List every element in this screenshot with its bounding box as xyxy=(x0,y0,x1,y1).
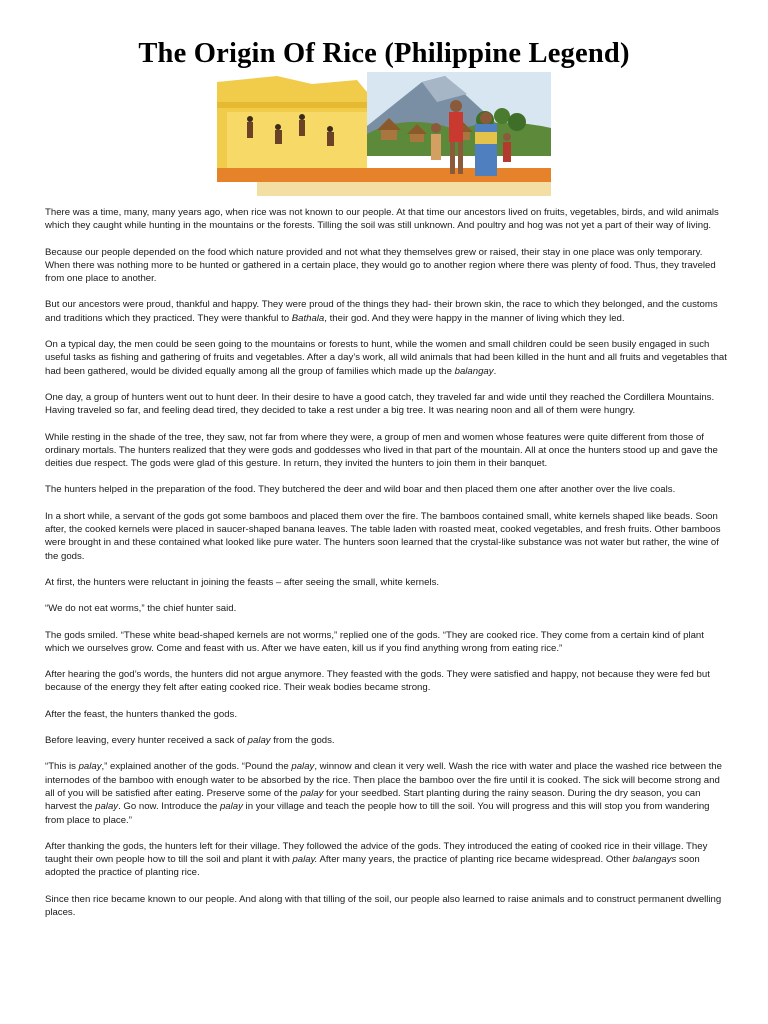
paragraph xyxy=(45,708,728,721)
text-run: After many years, the practice of planting rice became widespread. Other xyxy=(317,854,633,866)
text-run: from the gods. xyxy=(270,735,335,747)
italic-term: palay xyxy=(78,761,102,773)
text-run: in your village and teach the people how to till the soil. You will progress and this will stop you from wandering from place to place.” xyxy=(45,801,710,826)
text-run: After the feast, the hunters thanked the gods. xyxy=(45,708,238,720)
paragraph xyxy=(45,840,728,880)
italic-term: palay xyxy=(219,801,243,813)
text-run: “This is xyxy=(45,761,79,773)
paragraph xyxy=(45,734,728,747)
italic-term: palay xyxy=(95,801,119,813)
text-run: . xyxy=(493,365,497,377)
text-run: The gods smiled. “These white bead-shaped kernels are not worms,” replied one of the gods. “They are cooked rice. They come from a certain kind of plant which we ourselves grow. Come and feast with us. After we have eaten, kill us if you find anything wrong from eating rice.” xyxy=(45,629,704,654)
paragraph xyxy=(45,629,728,656)
text-run: There was a time, many, many years ago, when rice was not known to our people. At that time our ancestors lived on fruits, vegetables, birds, and wild animals which they caught while hunting in the mountains or the forests. Tilling the soil was still unknown. And poultry and hog was not yet a part of their way of living. xyxy=(45,207,719,232)
paragraph xyxy=(45,206,728,233)
text-run: One day, a group of hunters went out to hunt deer. In their desire to have a good catch, they traveled far and wide until they reached the Cordillera Mountains. Having traveled so far, and feeling dead tired, they decided to take a rest under a big tree. It was nearing noon and all of them were hungry. xyxy=(45,391,715,417)
paragraph xyxy=(45,602,728,615)
text-run: , winnow and clean it very well. Wash the rice with water and place the washed rice between the internodes of the bamboo with enough water to be absorbed by the rice. Then place the bamboo over the fire until it is cooked. The sick will become strong and all of you will be satisfied after eating. Preserve some of the xyxy=(45,761,722,799)
story-body xyxy=(45,206,728,932)
rice-legend-illustration xyxy=(217,72,551,196)
italic-term: palay xyxy=(300,787,324,799)
paragraph xyxy=(45,298,728,325)
italic-term: balangays xyxy=(632,854,677,866)
paragraph xyxy=(45,510,728,563)
paragraph xyxy=(45,668,728,695)
paragraph xyxy=(45,760,728,826)
paragraph xyxy=(45,483,728,496)
paragraph xyxy=(45,576,728,589)
text-run: But our ancestors were proud, thankful and happy. They were proud of the things they had- their brown skin, the race to which they belonged, and the customs and traditions which they practiced. They were thankful to xyxy=(45,299,718,324)
text-run: In a short while, a servant of the gods got some bamboos and placed them over the fire. The bamboos contained small, white kernels shaped like beads. Soon after, the cooked kernels were placed in saucer-shaped banana leaves. The table laden with roasted meat, cooked vegetables, and fresh fruits. Other bamboos were brought in and these contained what looked like pure water. The hunters soon learned that the crystal-like substance was not water but rather, the wine of the gods. xyxy=(45,510,721,562)
text-run: After hearing the god’s words, the hunters did not argue anymore. They feasted with the gods. They were satisfied and happy, not because they were fed but because of the energy they felt after eating cooked rice. Their weak bodies became strong. xyxy=(45,669,710,694)
text-run: At first, the hunters were reluctant in joining the feasts – after seeing the small, white kernels. xyxy=(45,576,440,588)
text-run: Since then rice became known to our people. And along with that tilling of the soil, our people also learned to raise animals and to construct permanent dwelling places. xyxy=(45,893,722,918)
paragraph xyxy=(45,391,728,418)
text-run: After thanking the gods, the hunters left for their village. They followed the advice of the gods. They introduced the eating of cooked rice in their village. They taught their own people how to till the soil and plant it with xyxy=(45,840,708,866)
text-run: . Go now. Introduce the xyxy=(118,801,220,813)
text-run: ,” explained another of the gods. “Pound the xyxy=(101,761,292,773)
paragraph xyxy=(45,893,728,920)
italic-term: palay xyxy=(291,761,315,773)
text-run: for your seedbed. Start planting during the rainy season. During the dry season, you can harvest the xyxy=(45,787,701,813)
text-run: , their god. And they were happy in the manner of living which they led. xyxy=(324,312,625,324)
text-run: On a typical day, the men could be seen going to the mountains or forests to hunt, while the women and small children could be seen busily engaged in such useful tasks as fishing and gathering of fruits and vegetables. After a day’s work, all wild animals that had been killed in the hunt and all fruits and vegetables that had been gathered, would be divided equally among all the group of families which made up the xyxy=(45,339,727,377)
italic-term: balangay xyxy=(454,365,494,377)
paragraph xyxy=(45,431,728,471)
paragraph xyxy=(45,246,728,286)
italic-term: palay xyxy=(247,735,271,747)
italic-term: palay. xyxy=(292,854,318,866)
italic-term: Bathala xyxy=(291,312,325,324)
text-run: The hunters helped in the preparation of the food. They butchered the deer and wild boar and then placed them one after another over the live coals. xyxy=(45,484,676,496)
text-run: While resting in the shade of the tree, they saw, not far from where they were, a group of men and women whose features were quite different from those of ordinary mortals. The hunters realized that they were gods and goddesses who lived in that part of the mountain. All at once the hunters stood up and gave the deities due respect. The gods were glad of this gesture. In return, they invited the hunters to join them in their banquet. xyxy=(45,431,718,470)
text-run: Because our people depended on the food which nature provided and not what they themselves grew or raised, their stay in one place was only temporary. When there was nothing more to be hunted or gathered in a certain place, they would go to another region where there was plenty of food. Thus, they traveled from one place to another. xyxy=(45,246,716,285)
text-run: “We do not eat worms,” the chief hunter said. xyxy=(45,603,237,615)
page-title: The Origin Of Rice (Philippine Legend) xyxy=(138,38,630,69)
text-run: soon adopted the practice of planting rice. xyxy=(45,854,700,879)
paragraph xyxy=(45,338,728,378)
text-run: Before leaving, every hunter received a sack of xyxy=(45,735,248,747)
